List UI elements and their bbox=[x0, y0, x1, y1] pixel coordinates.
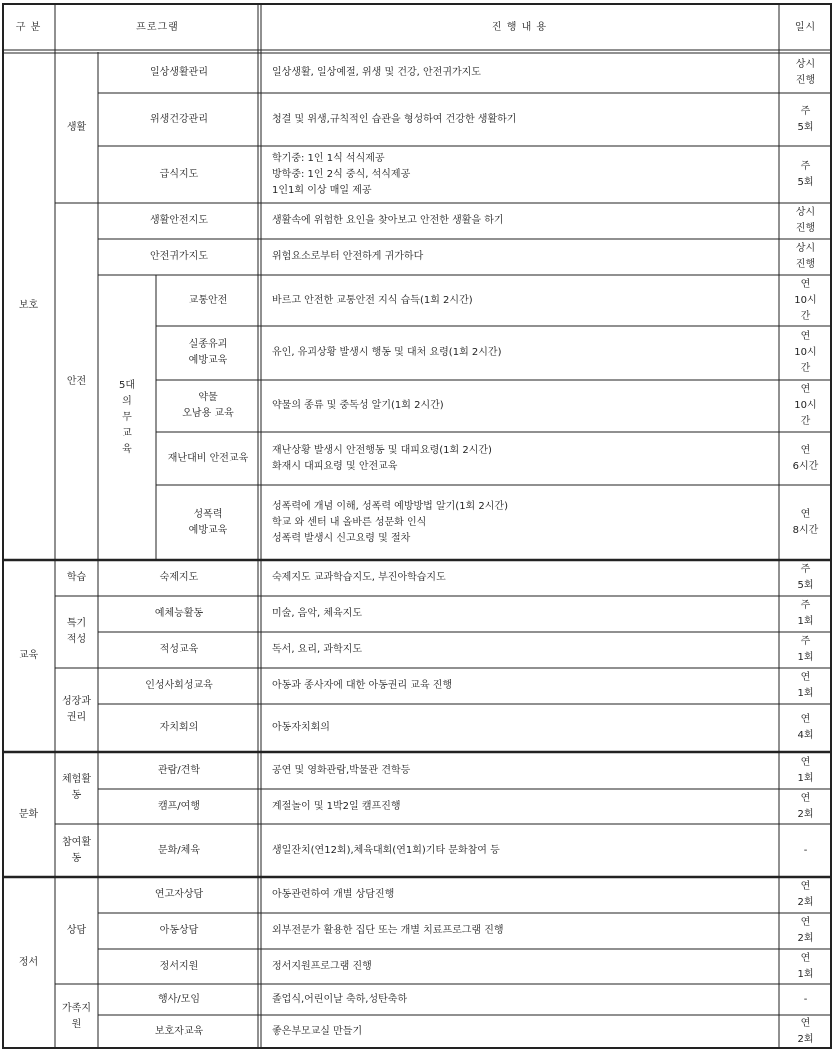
program-content: 졸업식,어린이날 축하,성탄축하 bbox=[272, 993, 408, 1005]
program-content: 아동자치회의 bbox=[272, 722, 330, 733]
program-content: 공연 및 영화관람,박물관 견학등 bbox=[272, 764, 411, 776]
program-content: 계절놀이 및 1박2일 캠프진행 bbox=[272, 800, 401, 812]
category-culture: 문화 bbox=[18, 808, 39, 820]
subcategory-growth: 성장과 권리 bbox=[62, 696, 91, 723]
program-name: 일상생활관리 bbox=[150, 66, 208, 78]
subcategory-participation: 참여활 동 bbox=[62, 836, 91, 864]
program-schedule: 연 10시 간 bbox=[794, 278, 817, 322]
program-schedule: 상시 진행 bbox=[795, 58, 816, 86]
program-name: 정서지원 bbox=[159, 960, 199, 972]
program-name: 급식지도 bbox=[159, 168, 199, 180]
subcategory-talent: 특기 적성 bbox=[66, 618, 87, 645]
subcategory-study: 학습 bbox=[66, 572, 87, 583]
program-table bbox=[2, 3, 832, 1049]
program-schedule: 주 1회 bbox=[797, 600, 814, 627]
category-protection: 보호 bbox=[18, 300, 39, 311]
program-schedule: 연 1회 bbox=[797, 952, 814, 980]
program-content: 학기중: 1인 1식 석식제공 방학중: 1인 2식 중식, 석식제공 1인1회 이상 매일 제공 bbox=[272, 152, 411, 196]
program-content: 성폭력에 개념 이해, 성폭력 예방방법 알기(1회 2시간) 학교 와 센터 내 올바른 성문화 인식 성폭력 발생시 신고요령 및 절차 bbox=[272, 500, 508, 544]
program-name: 인성사회성교육 bbox=[145, 680, 213, 691]
subcategory-life: 생활 bbox=[66, 121, 87, 133]
program-content: 유인, 유괴상황 발생시 행동 및 대처 요령(1회 2시간) bbox=[272, 347, 502, 358]
program-name: 아동상담 bbox=[159, 925, 199, 936]
subcategory-counseling: 상담 bbox=[66, 924, 87, 936]
program-name: 생활안전지도 bbox=[150, 215, 208, 226]
program-name: 보호자교육 bbox=[154, 1026, 204, 1037]
program-name: 캠프/여행 bbox=[157, 800, 200, 812]
program-name: 문화/체육 bbox=[157, 844, 200, 856]
program-name: 관람/견학 bbox=[157, 764, 200, 776]
category-education: 교육 bbox=[18, 650, 39, 661]
program-schedule: 연 10시 간 bbox=[794, 384, 817, 427]
subcategory-experience: 체험활 동 bbox=[62, 774, 91, 801]
program-name: 행사/모임 bbox=[157, 993, 200, 1005]
program-name: 연고자상담 bbox=[154, 889, 204, 900]
program-name: 약물 오남용 교육 bbox=[182, 392, 234, 419]
subcategory-family: 가족지 원 bbox=[62, 1002, 91, 1030]
program-schedule: - bbox=[803, 844, 808, 856]
program-name: 성폭력 예방교육 bbox=[188, 508, 228, 536]
program-content: 미술, 음악, 체육지도 bbox=[272, 608, 362, 619]
program-schedule: 연 2회 bbox=[797, 1018, 814, 1045]
header-category: 구 분 bbox=[15, 21, 42, 33]
program-content: 청결 및 위생,규칙적인 습관을 형성하여 건강한 생활하기 bbox=[272, 113, 517, 125]
program-content: 위험요소로부터 안전하게 귀가하다 bbox=[272, 251, 424, 262]
program-content: 일상생활, 일상예절, 위생 및 건강, 안전귀가지도 bbox=[272, 66, 481, 78]
program-schedule: 연 6시간 bbox=[792, 444, 819, 472]
subcategory-safety: 안전 bbox=[66, 375, 87, 387]
program-name: 안전귀가지도 bbox=[150, 251, 208, 262]
program-schedule: 주 5회 bbox=[797, 564, 814, 591]
program-content: 독서, 요리, 과학지도 bbox=[272, 644, 362, 655]
program-content: 좋은부모교실 만들기 bbox=[272, 1026, 363, 1037]
program-schedule: 연 10시 간 bbox=[794, 331, 817, 374]
program-name: 숙제지도 bbox=[159, 572, 199, 583]
program-name: 자치회의 bbox=[159, 722, 199, 733]
program-schedule: 주 1회 bbox=[797, 636, 814, 663]
program-content: 바르고 안전한 교통안전 지식 습득(1회 2시간) bbox=[272, 294, 473, 306]
program-schedule: 연 2회 bbox=[797, 881, 814, 908]
program-content: 아동관련하여 개별 상담진행 bbox=[272, 889, 395, 900]
program-schedule: 상시 진행 bbox=[795, 207, 816, 234]
program-name: 재난대비 안전교육 bbox=[167, 452, 249, 464]
program-content: 재난상황 발생시 안전행동 및 대피요령(1회 2시간) 화재시 대피요령 및 안전교육 bbox=[272, 444, 492, 472]
program-name: 적성교육 bbox=[159, 644, 199, 655]
program-schedule: 연 4회 bbox=[797, 714, 814, 741]
program-schedule: 연 1회 bbox=[797, 672, 814, 699]
program-content: 외부전문가 활용한 집단 또는 개별 치료프로그램 진행 bbox=[272, 925, 504, 936]
program-schedule: - bbox=[803, 993, 808, 1005]
program-name: 실종유괴 예방교육 bbox=[188, 339, 228, 366]
header-schedule: 일시 bbox=[794, 21, 817, 33]
program-schedule: 연 2회 bbox=[797, 917, 814, 944]
header-content: 진 행 내 용 bbox=[491, 21, 548, 33]
category-emotion: 정서 bbox=[18, 957, 39, 968]
program-content: 약물의 종류 및 중독성 알기(1회 2시간) bbox=[272, 400, 444, 411]
program-name: 예체능활동 bbox=[154, 608, 204, 619]
program-schedule: 주 5회 bbox=[797, 105, 814, 133]
program-schedule: 연 1회 bbox=[797, 756, 814, 784]
header-program: 프로그램 bbox=[136, 21, 179, 33]
program-content: 생일잔치(연12회),체육대회(연1회)기타 문화참여 등 bbox=[272, 844, 500, 856]
program-name: 교통안전 bbox=[188, 294, 228, 306]
program-schedule: 연 2회 bbox=[797, 792, 814, 820]
subcategory-mandatory-education: 5대 의 무 교 육 bbox=[118, 379, 136, 455]
program-content: 아동과 종사자에 대한 아동권리 교육 진행 bbox=[272, 680, 453, 691]
program-schedule: 연 8시간 bbox=[792, 508, 819, 536]
program-content: 생활속에 위험한 요인을 찾아보고 안전한 생활을 하기 bbox=[272, 215, 504, 226]
program-name: 위생건강관리 bbox=[150, 113, 208, 125]
program-content: 정서지원프로그램 진행 bbox=[272, 960, 372, 972]
program-schedule: 상시 진행 bbox=[795, 243, 816, 270]
program-schedule: 주 5회 bbox=[797, 160, 814, 188]
program-content: 숙제지도 교과학습지도, 부진아학습지도 bbox=[272, 572, 446, 583]
